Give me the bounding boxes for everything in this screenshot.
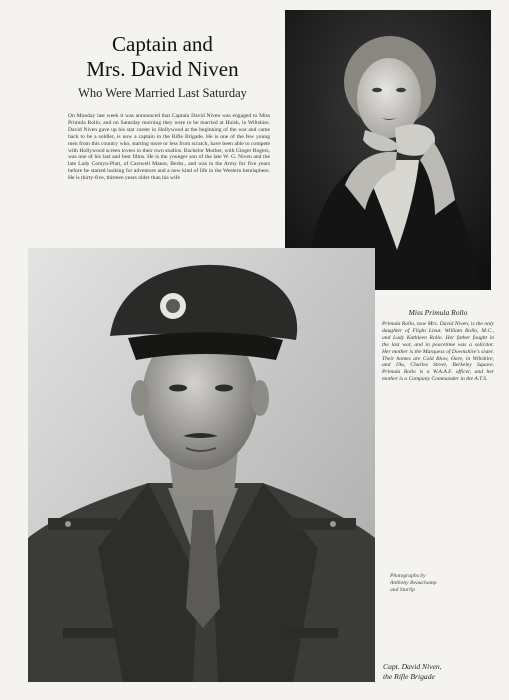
article-subtitle: Who Were Married Last Saturday: [78, 86, 247, 100]
title-line-1: Captain and: [112, 32, 213, 56]
niven-caption-line-1: Capt. David Niven,: [383, 662, 442, 671]
photo-credit-line-2: Anthony Beauchamp: [390, 580, 437, 586]
primula-caption-body: Primula Rollo, now Mrs. David Niven, is the only daughter of Flight Lieut. William Rollo, M.C., and Lady Kathleen Rollo. Her father fought in the last war, and in peacetime was a solicitor. Her mother is the Marquess of Downshire's sister. Their homes are Cold Blow, Oare, in Wiltshire, and 19a, Charles Street, Berkeley Square. Primula Rollo is a W.A.A.F. officer, and her mother is a Company Commander in the A.T.S.: [382, 321, 494, 383]
article-title: [55, 32, 270, 82]
photo-credit-line-1: Photographs by: [390, 573, 426, 579]
title-line-2: Mrs. David Niven: [86, 57, 239, 81]
david-niven-photo: [28, 248, 375, 682]
primula-caption: [382, 308, 494, 383]
primula-caption-title: Miss Primula Rollo: [408, 308, 468, 317]
niven-caption: [383, 662, 495, 681]
article-body: On Monday last week it was announced that Captain David Niven was engaged to Miss Primula Rollo, and on Saturday morning they were to be married at Huish, in Wiltshire. David Niven gave up his star career in Hollywood at the beginning of the war and came back to be a soldier, is now a captain in the Rifle Brigade. He is one of the few young men from this country who, starting more or less from scratch, have been able to compete with Hollywood screen lovers in their own studios. Bachelor Mother, with Ginger Rogers, was one of his last and best films. He is the younger son of the late W. G. Niven and the late Lady Comyn-Platt, of Carswell Manor, Berks., and was in the Army for five years before he started looking for adventure and a new kind of life in the Western hemisphere. He is thirty-five, thirteen years older than his wife: [68, 113, 270, 182]
photo-credit: [390, 573, 480, 594]
photo-credit-line-3: and Starlip: [390, 587, 416, 593]
niven-caption-line-2: the Rifle Brigade: [383, 671, 435, 681]
niven-portrait-illustration: [28, 248, 375, 682]
